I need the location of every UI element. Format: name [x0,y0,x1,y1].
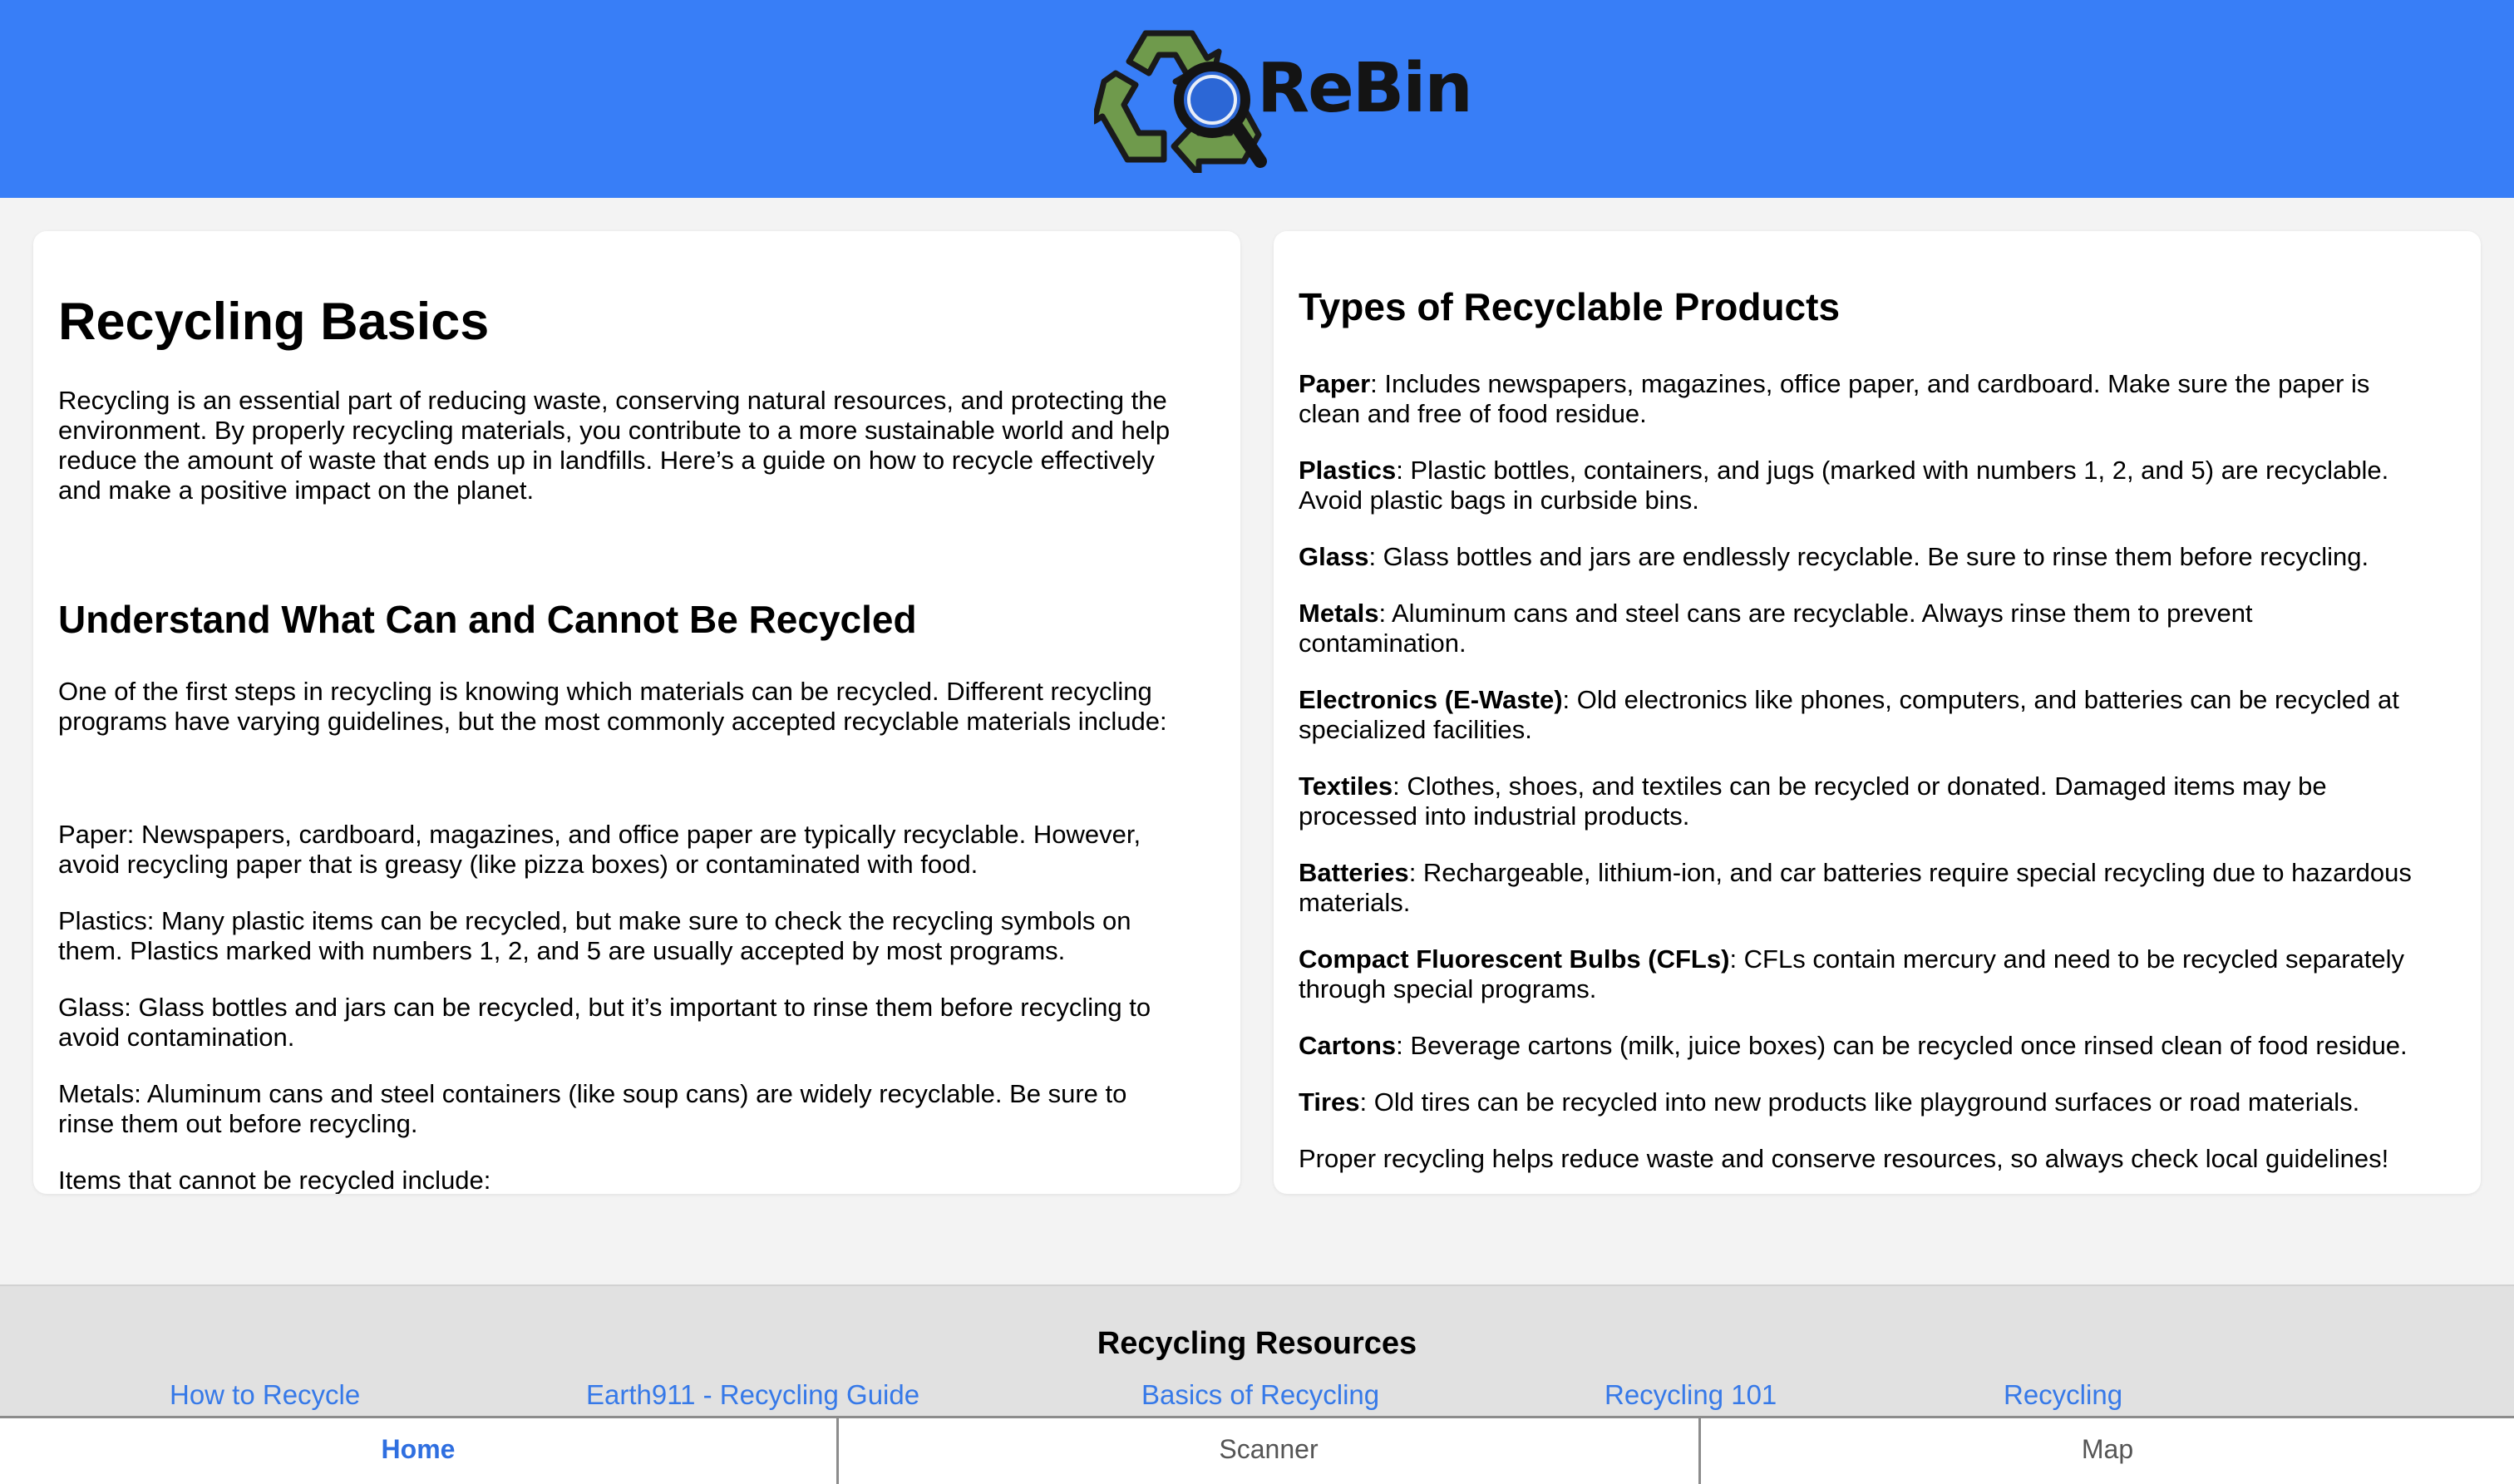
product-desc: : Rechargeable, lithium-ion, and car batteries require special recycling due to hazardous [1408,858,2412,887]
tab-map[interactable]: Map [2081,1434,2134,1464]
magnifier-icon [1171,22,1270,173]
resources-title: Recycling Resources [1097,1326,1417,1361]
product-name: Metals [1299,599,1379,628]
product-desc: : Beverage cartons (milk, juice boxes) can be recycled once rinsed clean of food residue. [1396,1031,2408,1060]
resource-link-recycling[interactable]: Recycling [2004,1379,2123,1410]
list-item-line: Plastics: Many plastic items can be recycled, but make sure to check the recycling symbols on [58,906,1131,935]
app-header [0,0,2514,198]
closing-paragraph: Proper recycling helps reduce waste and conserve resources, so always check local guidelines! [1299,1144,2389,1173]
product-desc-line: clean and free of food residue. [1299,399,1647,428]
resource-link-recycling-101[interactable]: Recycling 101 [1605,1379,1777,1410]
bottom-tab-bar [0,1416,2514,1484]
product-name: Compact Fluorescent Bulbs (CFLs) [1299,944,1730,974]
list-item [58,1079,1222,1139]
product-name: Textiles [1299,772,1393,801]
product-desc-line: Avoid plastic bags in curbside bins. [1299,486,1699,515]
intro-line: and make a positive impact on the planet. [58,476,535,505]
recycling-basics-title: Recycling Basics [58,293,490,351]
section-intro-line: One of the first steps in recycling is knowing which materials can be recycled. Different recycling [58,677,1152,706]
tab-home[interactable]: Home [381,1434,456,1464]
product-name: Paper [1299,369,1371,398]
product-item [1299,599,2462,658]
product-item [1299,944,2462,1004]
product-item [1299,369,2462,429]
product-desc: : Clothes, shoes, and textiles can be recycled or donated. Damaged items may be [1393,772,2327,801]
product-item [1299,456,2462,515]
list-item-line: them. Plastics marked with numbers 1, 2, and 5 are usually accepted by most programs. [58,936,1066,965]
intro-line: reduce the amount of waste that ends up in landfills. Here’s a guide on how to recycle effectively [58,446,1155,475]
list-item [58,820,1222,880]
product-desc-line: specialized facilities. [1299,715,1532,744]
list-item-line: avoid recycling paper that is greasy (like pizza boxes) or contaminated with food. [58,850,978,879]
recycling-basics-card [33,231,1240,1194]
product-desc-line: contamination. [1299,629,1466,658]
resources-footer [0,1284,2514,1419]
product-desc: : Old tires can be recycled into new products like playground surfaces or road materials. [1359,1087,2360,1117]
rebin-logo[interactable] [1094,22,1471,173]
list-item [58,993,1222,1053]
product-desc-line: processed into industrial products. [1299,801,1690,831]
section-intro-line: programs have varying guidelines, but the most commonly accepted recyclable materials include: [58,707,1167,736]
product-desc: : Aluminum cans and steel cans are recyclable. Always rinse them to prevent [1378,599,2253,628]
product-desc: : Includes newspapers, magazines, office paper, and cardboard. Make sure the paper is [1370,369,2370,398]
product-name: Glass [1299,542,1369,571]
product-item [1299,542,2462,572]
cannot-recycle-intro: Items that cannot be recycled include: [58,1166,491,1194]
list-item-line: Paper: Newspapers, cardboard, magazines, and office paper are typically recyclable. However, [58,820,1141,849]
resource-link-earth911[interactable]: Earth911 - Recycling Guide [586,1379,920,1410]
intro-line: Recycling is an essential part of reducing waste, conserving natural resources, and protecting the [58,386,1167,415]
understand-section-title: Understand What Can and Cannot Be Recycled [58,598,917,641]
product-item [1299,1031,2462,1061]
product-desc: : Old electronics like phones, computers, and batteries can be recycled at [1562,685,2399,714]
resource-link-how-to-recycle[interactable]: How to Recycle [170,1379,361,1410]
product-item [1299,685,2462,745]
list-item [58,906,1222,966]
recyclable-products-title: Types of Recyclable Products [1299,285,1841,328]
product-desc-line: materials. [1299,888,1411,917]
product-desc-line: through special programs. [1299,974,1597,1003]
product-name: Plastics [1299,456,1397,485]
product-item [1299,772,2462,831]
tab-scanner[interactable]: Scanner [1219,1434,1319,1464]
product-item [1299,858,2462,918]
product-item [1299,1087,2462,1117]
section-intro-paragraph [58,677,1222,737]
product-desc: : Glass bottles and jars are endlessly recyclable. Be sure to rinse them before recycling. [1368,542,2369,571]
product-desc: : Plastic bottles, containers, and jugs (marked with numbers 1, 2, and 5) are recyclable. [1396,456,2389,485]
product-name: Electronics (E-Waste) [1299,685,1563,714]
product-desc: : CFLs contain mercury and need to be recycled separately [1729,944,2405,974]
resource-link-basics-of-recycling[interactable]: Basics of Recycling [1141,1379,1380,1410]
list-item-line: rinse them out before recycling. [58,1109,418,1138]
product-name: Batteries [1299,858,1409,887]
intro-line: environment. By properly recycling materials, you contribute to a more sustainable world and help [58,416,1171,445]
recyclable-products-card [1274,231,2481,1194]
list-item-line: Metals: Aluminum cans and steel containers (like soup cans) are widely recyclable. Be sure to [58,1079,1127,1108]
product-name: Cartons [1299,1031,1397,1060]
logo-text: ReBin [1257,49,1471,128]
intro-paragraph [58,386,1222,505]
list-item-line: avoid contamination. [58,1023,295,1052]
product-name: Tires [1299,1087,1360,1117]
list-item-line: Glass: Glass bottles and jars can be recycled, but it’s important to rinse them before recycling to [58,993,1151,1022]
